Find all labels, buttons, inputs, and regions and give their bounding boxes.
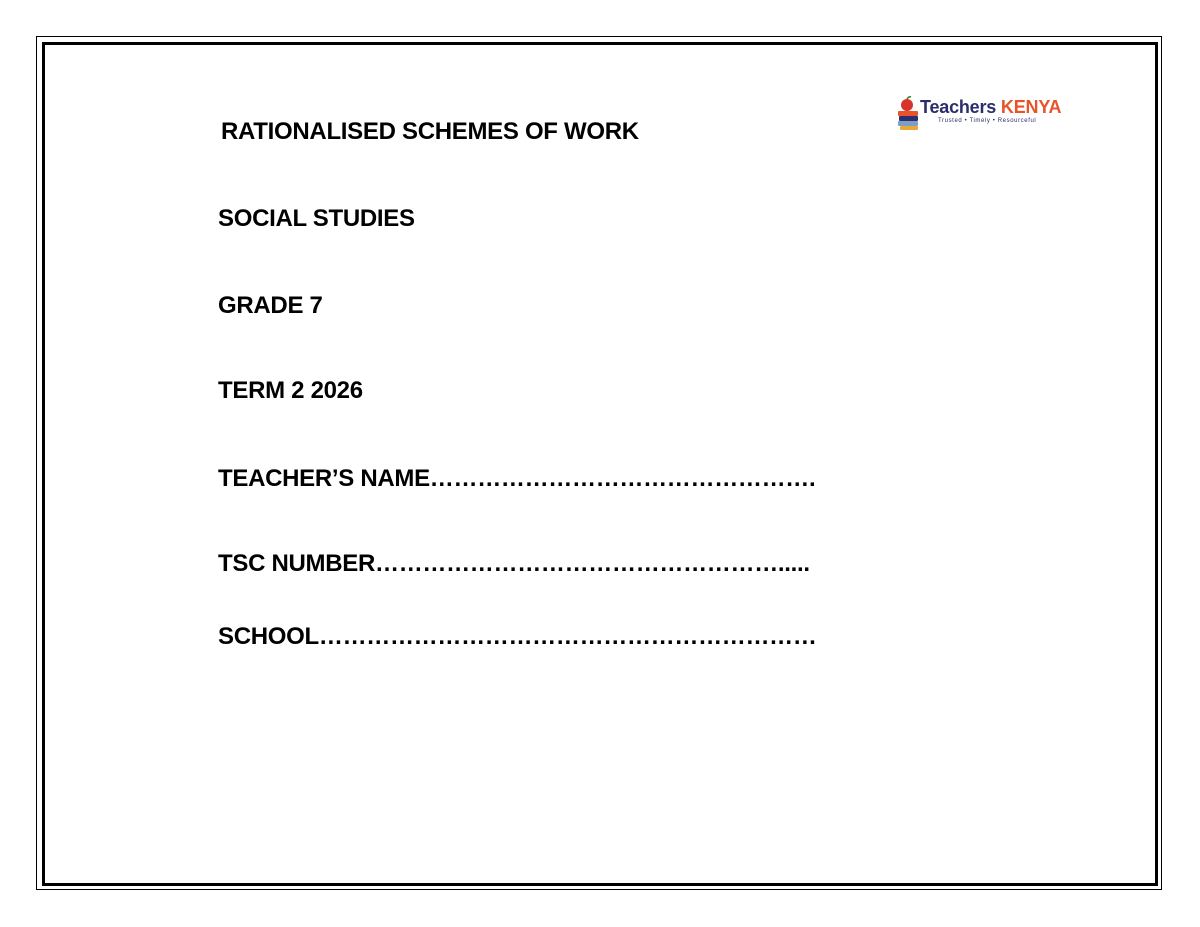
apple-books-icon: [896, 96, 922, 132]
logo-word-teachers: Teachers: [920, 97, 1001, 117]
subject-heading: SOCIAL STUDIES: [218, 205, 415, 232]
logo-word-kenya: KENYA: [1000, 97, 1062, 117]
term-heading: TERM 2 2026: [218, 377, 363, 404]
teacher-name-field: TEACHER’S NAME………………………………………….: [218, 465, 816, 492]
teachers-kenya-logo: [896, 96, 1076, 132]
logo-tagline: Trusted • Timely • Resourceful: [938, 118, 1037, 124]
grade-heading: GRADE 7: [218, 292, 323, 319]
document-title: RATIONALISED SCHEMES OF WORK: [221, 118, 639, 145]
tsc-number-field: TSC NUMBER…………………………………………….....: [218, 550, 810, 577]
school-field: SCHOOL………………………………………………………: [218, 623, 817, 650]
logo-wordmark: [920, 96, 1061, 118]
